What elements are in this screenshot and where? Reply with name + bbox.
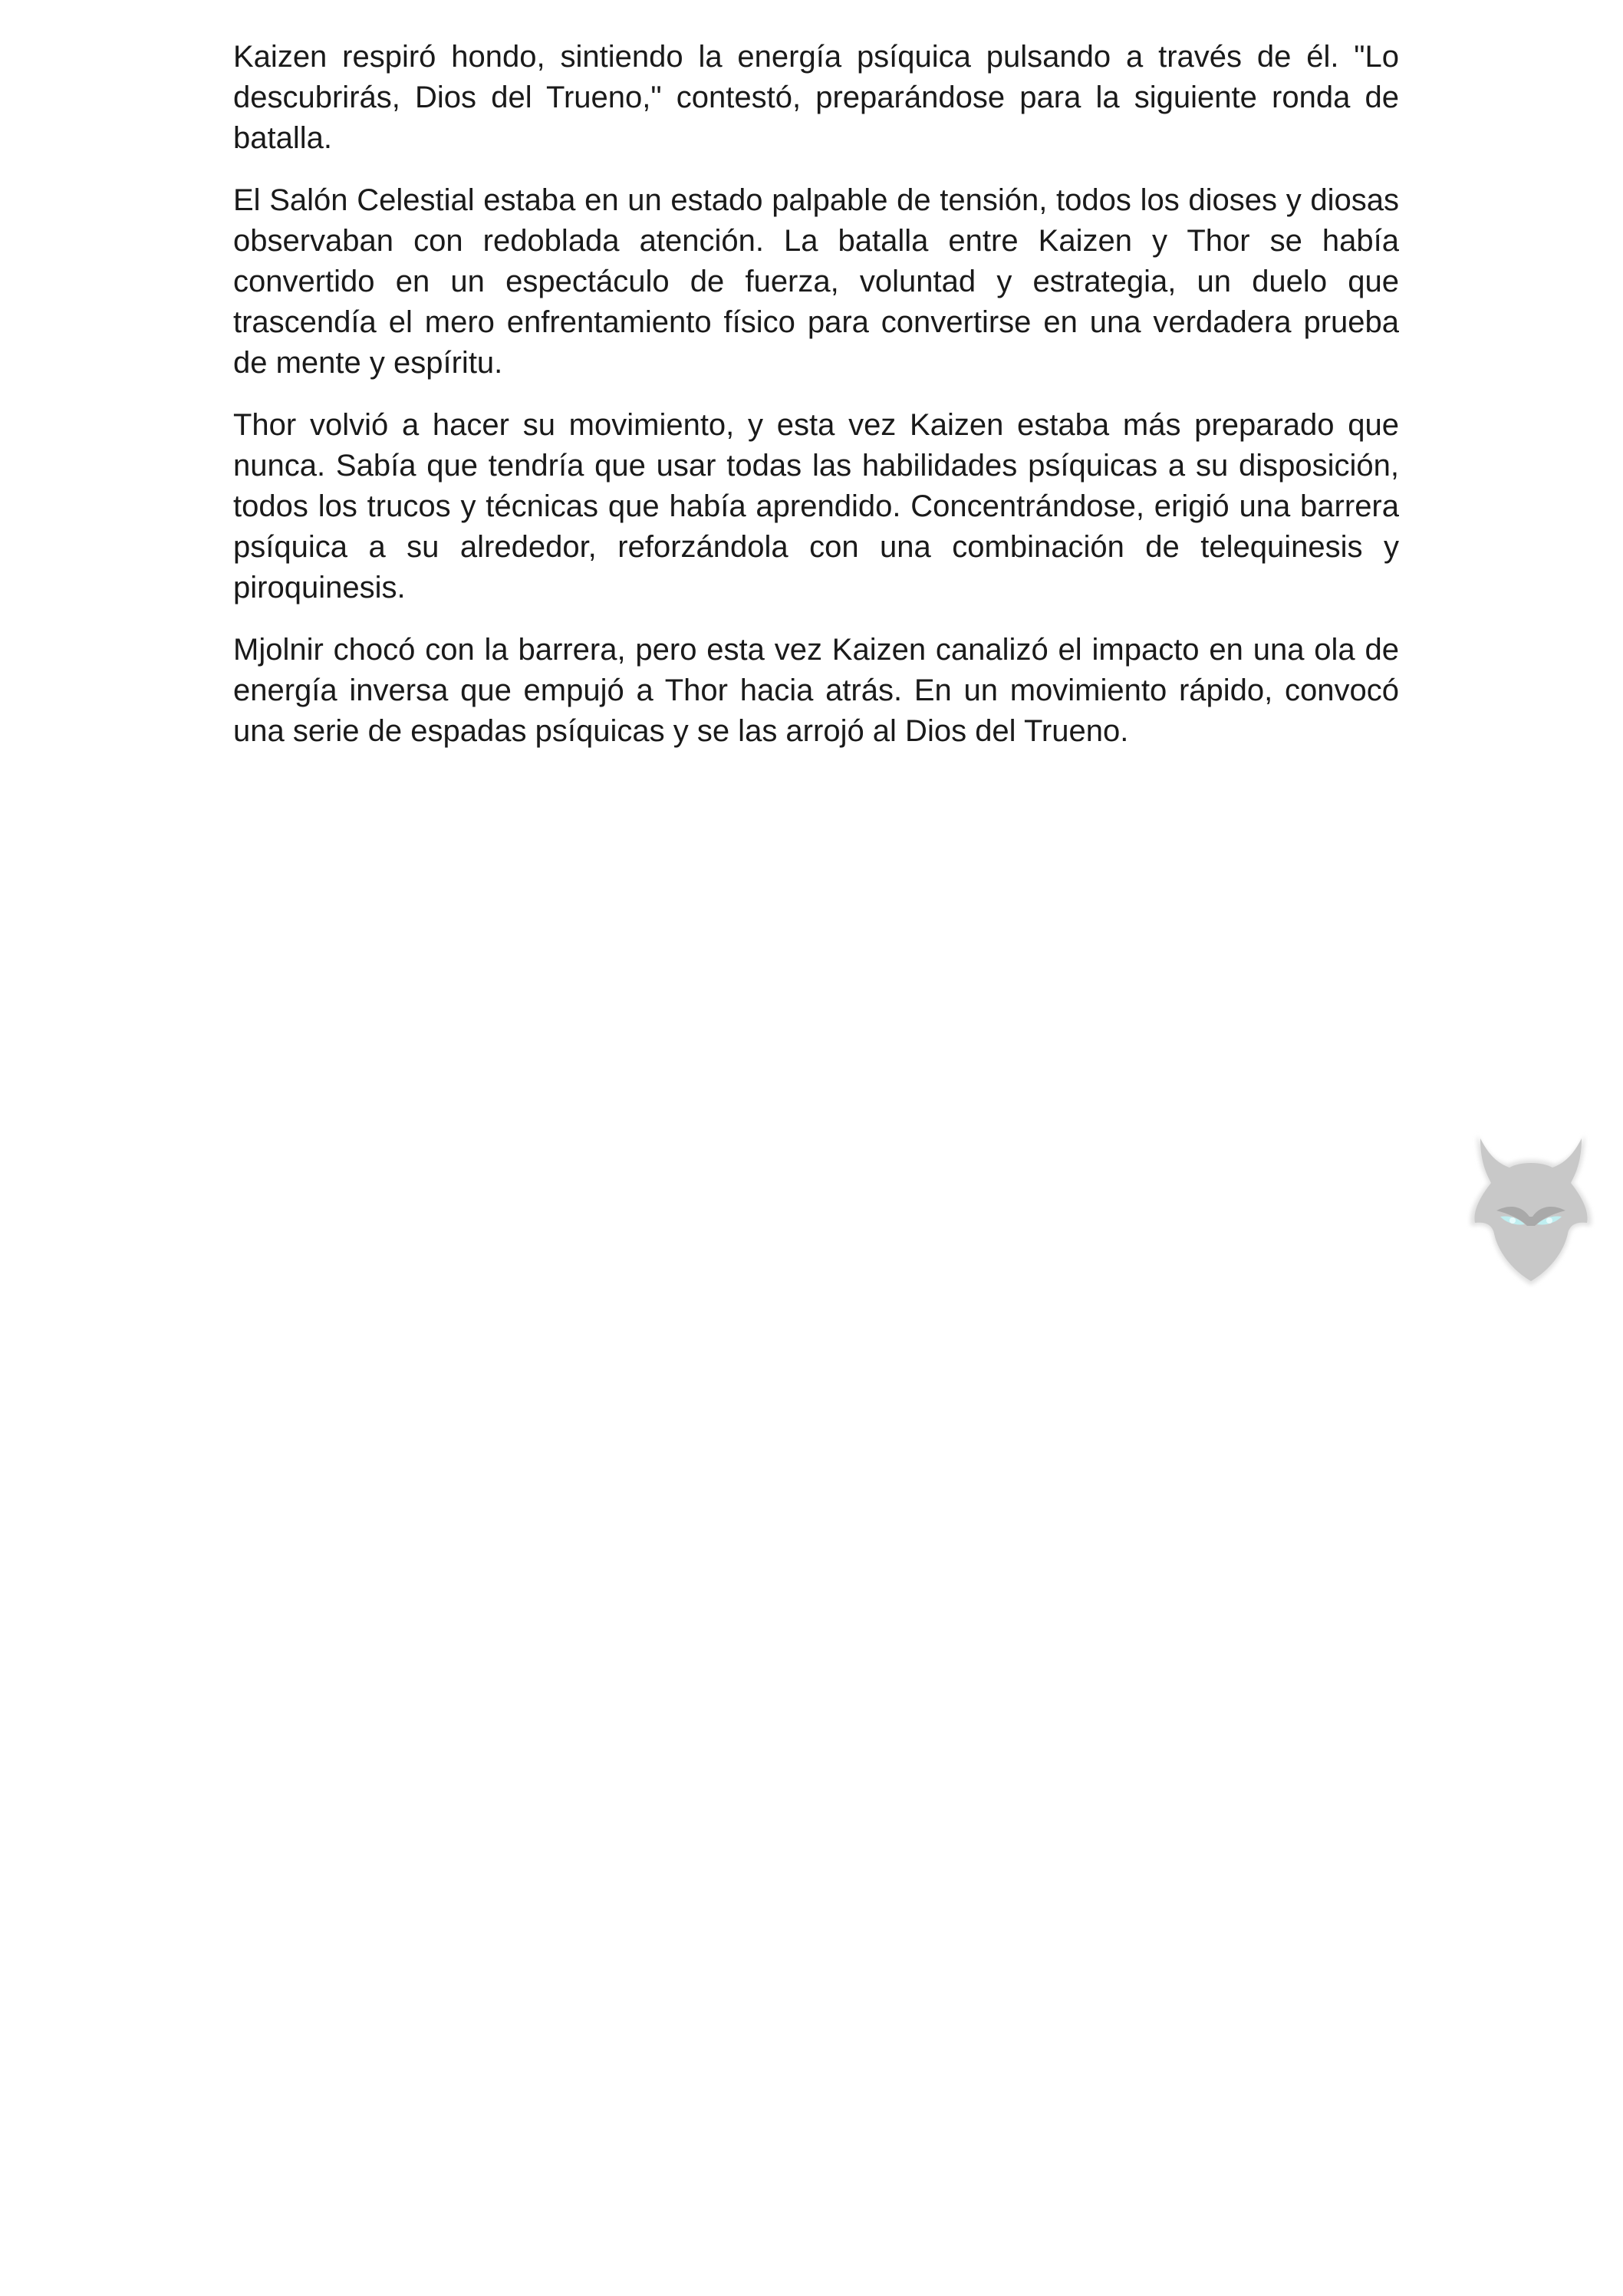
paragraph-1: Kaizen respiró hondo, sintiendo la energía psíquica pulsando a través de él. "Lo descubrirás, Dios del Trueno," contestó, preparándose para la siguiente ronda de batalla. xyxy=(233,40,1399,155)
demon-head-icon xyxy=(1462,1128,1600,1289)
paragraph-4: Mjolnir chocó con la barrera, pero esta vez Kaizen canalizó el impacto en una ola de energía inversa que empujó a Thor hacia atrás. En un movimiento rápido, convocó una serie de espadas psíquicas y se las arrojó al Dios del Trueno. xyxy=(233,633,1399,748)
paragraph-3: Thor volvió a hacer su movimiento, y esta vez Kaizen estaba más preparado que nunca. Sabía que tendría que usar todas las habilidades psíquicas a su disposición, todos los trucos y técnicas que había aprendido. Concentrándose, erigió una barrera psíquica a su alrededor, reforzándola con una combinación de telequinesis y piroquinesis. xyxy=(233,408,1399,604)
paragraph-2: El Salón Celestial estaba en un estado palpable de tensión, todos los dioses y diosas observaban con redoblada atención. La batalla entre Kaizen y Thor se había convertido en un espectáculo de fuerza, voluntad y estrategia, un duelo que trascendía el mero enfrentamiento físico para convertirse en una verdadera prueba de mente y espíritu. xyxy=(233,183,1399,380)
document-body xyxy=(233,37,1399,773)
